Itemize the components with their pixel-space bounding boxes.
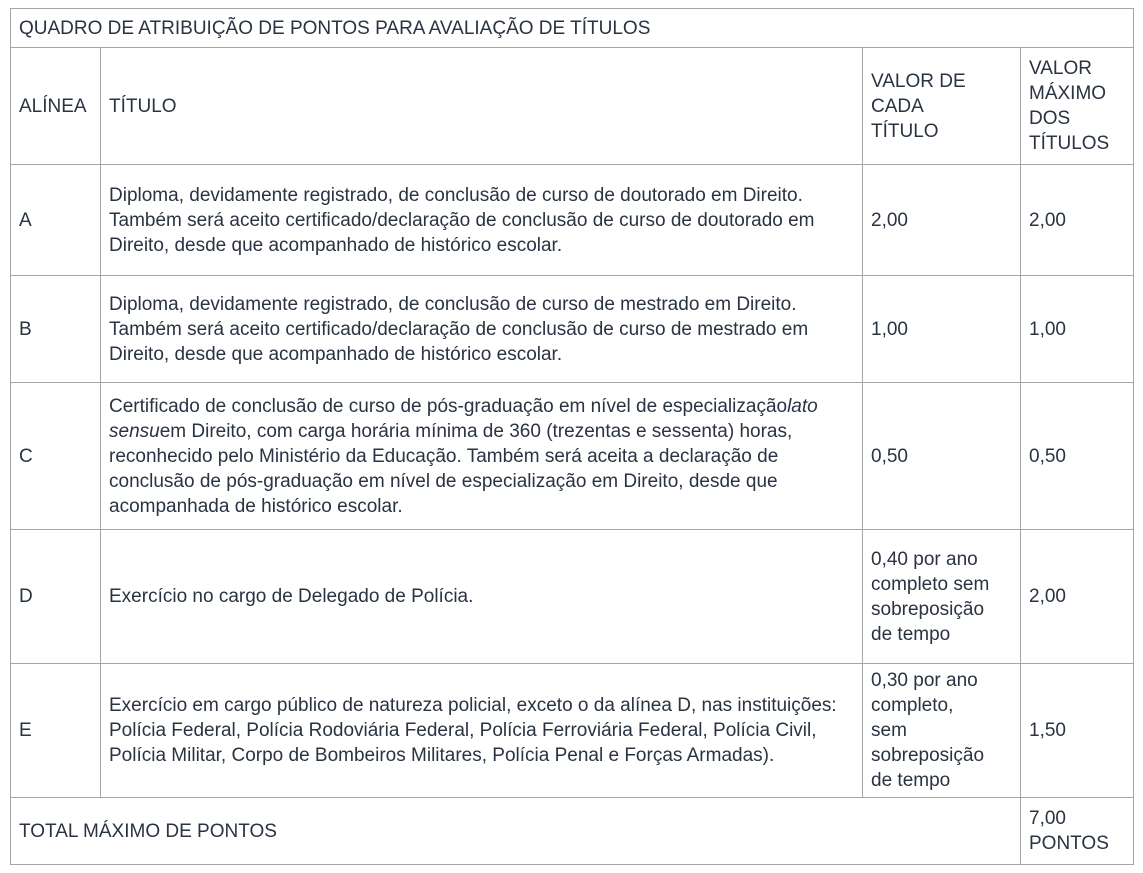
row-a-valor-max: 2,00 bbox=[1021, 165, 1134, 276]
row-b-title: Diploma, devidamente registrado, de conclusão de curso de mestrado em Direito. Também será aceito certificado/declaração de conclusão de curso de mestrado em Direito, desde que acompanhado de histórico escolar. bbox=[101, 276, 863, 383]
header-valor-max-label: VALOR MÁXIMO DOS TÍTULOS bbox=[1029, 58, 1110, 154]
row-a-letter: A bbox=[11, 165, 101, 276]
table-row-a bbox=[11, 165, 1134, 276]
row-d-letter: D bbox=[11, 530, 101, 664]
table-row-b bbox=[11, 276, 1134, 383]
titles-points-table bbox=[10, 8, 1134, 865]
row-b-valor-max: 1,00 bbox=[1021, 276, 1134, 383]
row-c-title-post: em Direito, com carga horária mínima de 360 (trezentas e sessenta) horas, reconhecido pelo Ministério da Educação. Também será aceita a declaração de conclusão de pós-graduação em nível de especialização em Direito, desde que acompanhada de histórico escolar. bbox=[109, 420, 793, 517]
header-valor-cada bbox=[863, 48, 1021, 165]
row-a-valor-cada: 2,00 bbox=[863, 165, 1021, 276]
row-c-title-pre: Certificado de conclusão de curso de pós-graduação em nível de especialização bbox=[109, 395, 788, 417]
table-row-c bbox=[11, 383, 1134, 530]
table-header-row bbox=[11, 48, 1134, 165]
header-valor-cada-label: VALOR DE CADA TÍTULO bbox=[871, 70, 966, 142]
row-d-valor-max: 2,00 bbox=[1021, 530, 1134, 664]
total-value-label: 7,00 PONTOS bbox=[1029, 808, 1109, 854]
total-value bbox=[1021, 798, 1134, 865]
row-c-title bbox=[101, 383, 863, 530]
row-c-title-latin-term: lato sensu bbox=[109, 395, 818, 442]
row-a-title: Diploma, devidamente registrado, de conclusão de curso de doutorado em Direito. Também será aceito certificado/declaração de conclusão de curso de doutorado em Direito, desde que acompanhado de histórico escolar. bbox=[101, 165, 863, 276]
table-total-row bbox=[11, 798, 1134, 865]
row-b-valor-cada: 1,00 bbox=[863, 276, 1021, 383]
table-title: QUADRO DE ATRIBUIÇÃO DE PONTOS PARA AVALIAÇÃO DE TÍTULOS bbox=[11, 9, 1134, 48]
row-d-valor-cada-label: 0,40 por ano completo sem sobreposição de tempo bbox=[871, 548, 990, 645]
header-valor-max bbox=[1021, 48, 1134, 165]
row-c-letter: C bbox=[11, 383, 101, 530]
row-e-letter: E bbox=[11, 664, 101, 798]
row-d-valor-cada bbox=[863, 530, 1021, 664]
row-e-valor-max: 1,50 bbox=[1021, 664, 1134, 798]
table-row-e bbox=[11, 664, 1134, 798]
header-alinea: ALÍNEA bbox=[11, 48, 101, 165]
header-titulo: TÍTULO bbox=[101, 48, 863, 165]
row-c-valor-max: 0,50 bbox=[1021, 383, 1134, 530]
table-title-row bbox=[11, 9, 1134, 48]
row-b-letter: B bbox=[11, 276, 101, 383]
row-e-title: Exercício em cargo público de natureza policial, exceto o da alínea D, nas instituições: Polícia Federal, Polícia Rodoviária Federal, Polícia Ferroviária Federal, Polícia Civil, Polícia Militar, Corpo de Bombeiros Militares, Polícia Penal e Forças Armadas). bbox=[101, 664, 863, 798]
row-e-valor-cada-label: 0,30 por ano completo, sem sobreposição de tempo bbox=[871, 670, 985, 791]
total-label: TOTAL MÁXIMO DE PONTOS bbox=[11, 798, 1021, 865]
row-d-title: Exercício no cargo de Delegado de Polícia. bbox=[101, 530, 863, 664]
table-row-d bbox=[11, 530, 1134, 664]
row-c-valor-cada: 0,50 bbox=[863, 383, 1021, 530]
row-e-valor-cada bbox=[863, 664, 1021, 798]
